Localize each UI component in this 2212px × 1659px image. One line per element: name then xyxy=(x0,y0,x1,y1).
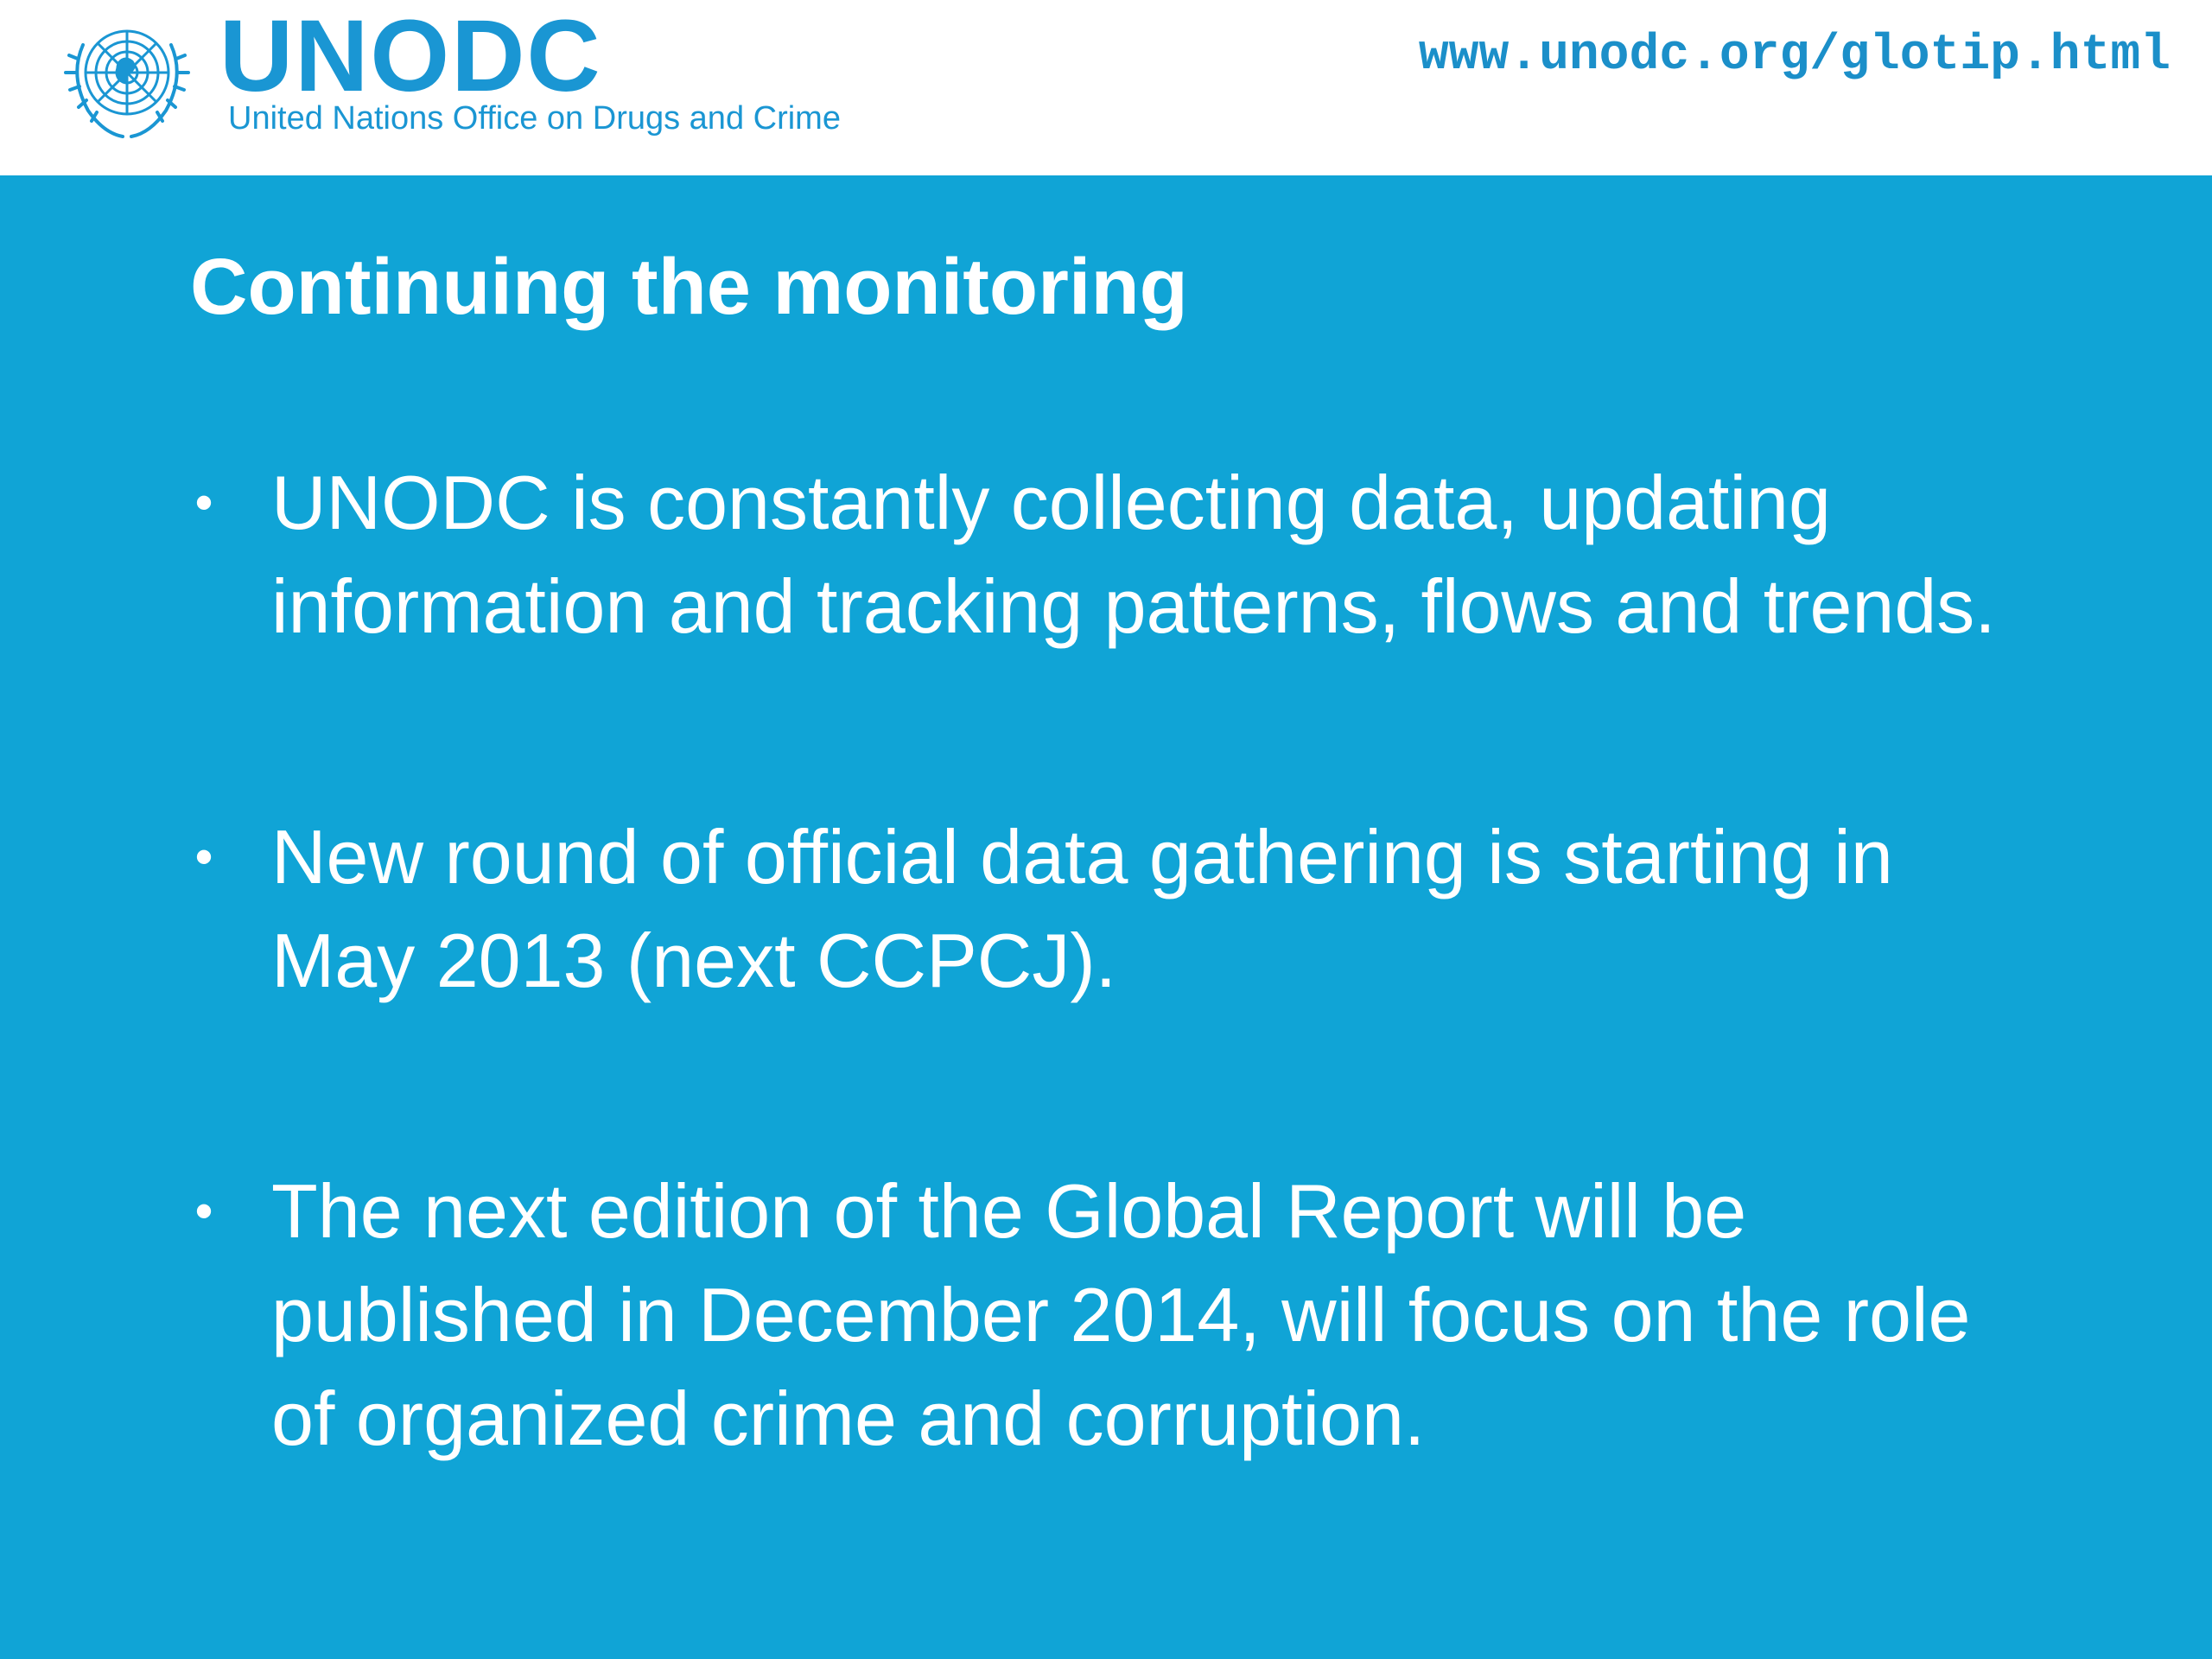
bullet-list xyxy=(187,451,2036,1618)
bullet-item xyxy=(187,805,2025,1013)
bullet-text: UNODC is constantly collecting data, updating information and tracking patterns, flows and trends. xyxy=(271,460,1996,649)
org-full-name: United Nations Office on Drugs and Crime xyxy=(228,100,841,137)
org-acronym: UNODC xyxy=(219,0,602,113)
website-url[interactable]: www.unodc.org/glotip.html xyxy=(1418,28,2171,84)
bullet-item xyxy=(187,1160,2025,1471)
header-bar xyxy=(0,0,2212,175)
bullet-item xyxy=(187,451,2025,658)
bullet-text: New round of official data gathering is starting in May 2013 (next CCPCJ). xyxy=(271,814,1893,1003)
bullet-text: The next edition of the Global Report will be published in December 2014, will focus on the role of organized crime and corruption. xyxy=(271,1168,1971,1461)
un-emblem-icon xyxy=(48,10,206,145)
bullet-icon: • xyxy=(194,1182,213,1240)
bullet-icon: • xyxy=(194,828,213,886)
bullet-icon: • xyxy=(194,474,213,531)
slide-title: Continuing the monitoring xyxy=(190,243,1188,331)
